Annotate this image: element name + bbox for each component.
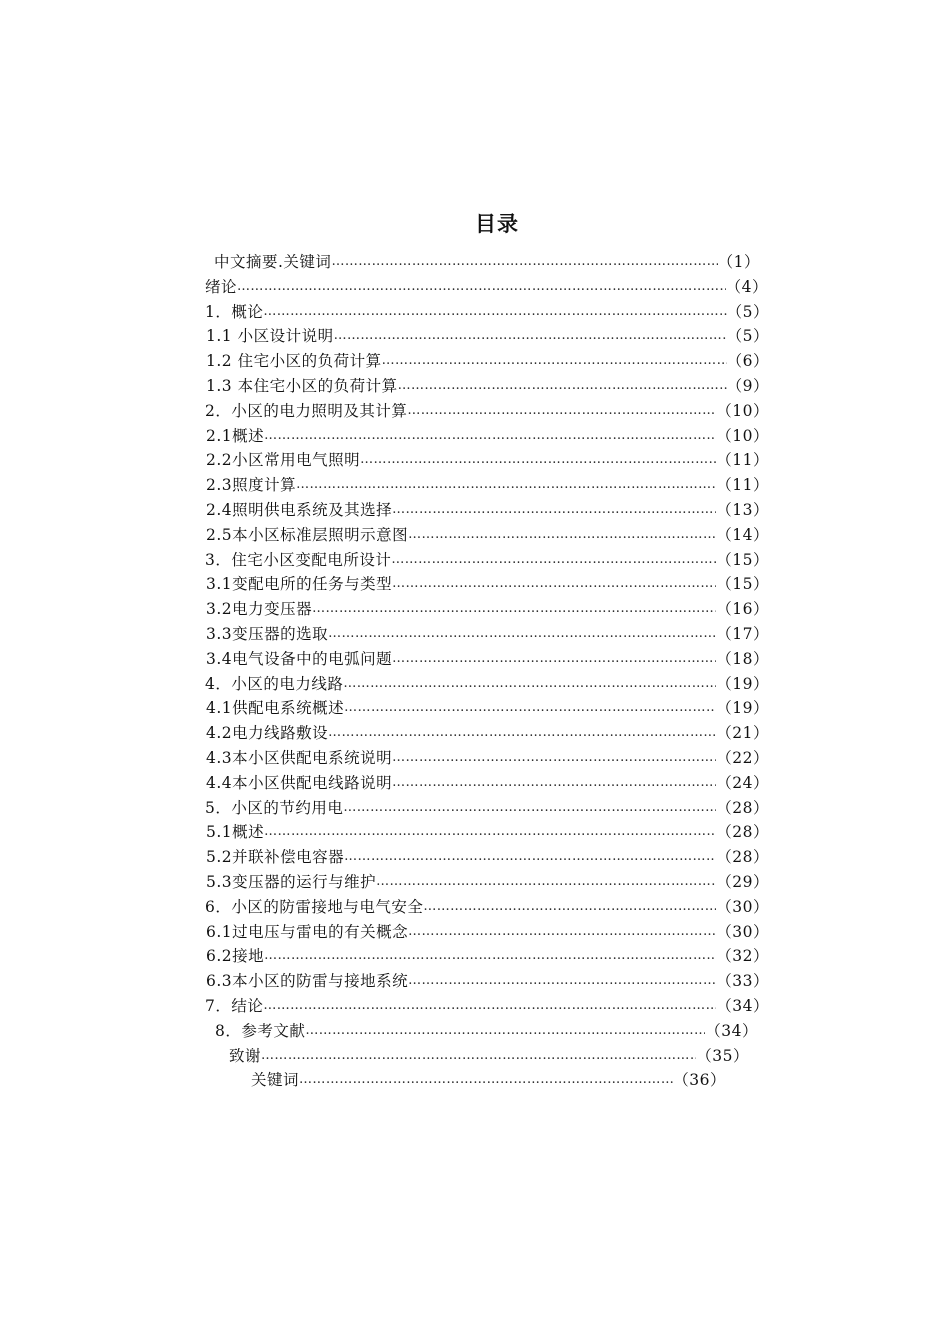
toc-entry-label: 3.3变压器的选取	[206, 625, 329, 643]
toc-leader-dots	[343, 796, 716, 820]
toc-entry-page: （28）	[716, 848, 769, 867]
toc-entry-page: （5）	[726, 327, 769, 346]
toc-entry[interactable]	[206, 572, 769, 596]
toc-entry[interactable]	[205, 796, 769, 820]
toc-entry-page: （11）	[716, 476, 769, 495]
toc-entry-label: 4.4本小区供配电线路说明	[206, 773, 393, 792]
toc-entry-label: 4.2电力线路敷设	[206, 724, 329, 743]
toc-entry-page: （33）	[716, 972, 769, 991]
toc-entry-page: （15）	[716, 575, 769, 594]
toc-entry[interactable]	[205, 994, 769, 1018]
toc-entry-label: 2.4照明供电系统及其选择	[206, 501, 393, 519]
toc-entry-label: 1.2 住宅小区的负荷计算	[206, 352, 382, 371]
toc-entry-label: 1.3 本住宅小区的负荷计算	[206, 377, 398, 395]
toc-entry-label: 5.2并联补偿电容器	[206, 848, 345, 867]
toc-leader-dots	[299, 1068, 673, 1092]
toc-entry-label: 6.3本小区的防雷与接地系统	[206, 972, 409, 991]
toc-entry-page: （6）	[726, 352, 769, 371]
toc-leader-dots	[305, 1019, 705, 1043]
toc-entry-page: （35）	[696, 1046, 749, 1065]
toc-entry[interactable]	[206, 597, 769, 621]
toc-entry-page: （11）	[716, 451, 769, 470]
toc-entry-page: （4）	[725, 277, 768, 296]
toc-entry-label: 1．概论	[205, 302, 264, 321]
toc-leader-dots	[263, 994, 716, 1018]
toc-entry-label: 3．住宅小区变配电所设计	[205, 550, 392, 569]
toc-entry-label: 4.3本小区供配电系统说明	[206, 749, 393, 767]
toc-entry-label: 绪论	[205, 277, 238, 296]
toc-entry[interactable]	[206, 374, 769, 398]
toc-leader-dots	[423, 895, 716, 919]
toc-entry-page: （1）	[717, 253, 760, 271]
toc-entry-page: （14）	[716, 525, 769, 544]
toc-entry[interactable]	[205, 275, 768, 299]
toc-entry-label: 6.2接地	[206, 947, 265, 966]
toc-leader-dots	[392, 572, 716, 596]
toc-entry-page: （9）	[726, 377, 769, 395]
toc-leader-dots	[408, 920, 716, 944]
toc-entry-label: 7．结论	[205, 997, 264, 1015]
toc-entry-label: 3.1变配电所的任务与类型	[206, 575, 393, 594]
toc-leader-dots	[344, 696, 716, 720]
toc-leader-dots	[392, 746, 716, 770]
toc-entry-label: 2.5本小区标准层照明示意图	[206, 525, 409, 544]
toc-leader-dots	[264, 944, 716, 968]
toc-title: 目录	[475, 212, 519, 236]
toc-entry-label: 2.3照度计算	[206, 476, 297, 495]
toc-entry-label: 8．参考文献	[215, 1021, 306, 1040]
toc-leader-dots	[343, 672, 716, 696]
toc-leader-dots	[237, 275, 726, 299]
toc-leader-dots	[328, 721, 716, 745]
toc-entry[interactable]	[205, 300, 769, 324]
toc-leader-dots	[334, 324, 727, 348]
toc-leader-dots	[312, 597, 716, 621]
toc-leader-dots	[344, 845, 716, 869]
toc-entry-page: （10）	[716, 426, 769, 445]
toc-entry-label: 5．小区的节约用电	[205, 798, 344, 817]
toc-entry-label: 中文摘要.关键词	[214, 253, 332, 271]
toc-entry-page: （18）	[716, 649, 769, 668]
toc-entry-page: （10）	[716, 401, 769, 420]
toc-leader-dots	[392, 498, 716, 522]
toc-entry-page: （22）	[716, 749, 769, 767]
toc-entry-page: （32）	[716, 947, 769, 966]
toc-entry-page: （16）	[716, 600, 769, 619]
toc-entry[interactable]	[206, 969, 769, 993]
toc-entry[interactable]	[214, 250, 760, 274]
toc-leader-dots	[263, 300, 726, 324]
toc-entry[interactable]	[206, 424, 769, 448]
toc-entry[interactable]	[205, 672, 769, 696]
toc-leader-dots	[296, 473, 716, 497]
toc-leader-dots	[392, 771, 716, 795]
toc-entry-page: （34）	[705, 1021, 758, 1040]
toc-entry[interactable]	[206, 696, 769, 720]
toc-leader-dots	[408, 969, 716, 993]
toc-leader-dots	[392, 647, 716, 671]
toc-entry[interactable]	[205, 895, 769, 919]
toc-entry-page: （30）	[716, 922, 769, 941]
toc-entry[interactable]	[206, 448, 769, 472]
toc-entry-page: （19）	[716, 674, 769, 693]
toc-entry-page: （19）	[716, 699, 769, 718]
toc-leader-dots	[382, 349, 727, 373]
toc-entry-label: 3.2电力变压器	[206, 600, 313, 619]
toc-leader-dots	[391, 548, 716, 572]
toc-leader-dots	[264, 820, 716, 844]
toc-entry-page: （28）	[716, 823, 769, 842]
toc-entry-label: 2.2小区常用电气照明	[206, 451, 361, 470]
toc-entry-page: （24）	[716, 773, 769, 792]
toc-entry[interactable]	[206, 820, 769, 844]
toc-entry[interactable]	[206, 944, 769, 968]
toc-entry-page: （34）	[716, 997, 769, 1015]
toc-entry[interactable]	[229, 1044, 749, 1068]
toc-entry-label: 2．小区的电力照明及其计算	[205, 401, 408, 420]
toc-leader-dots	[408, 523, 716, 547]
toc-entry[interactable]	[206, 920, 769, 944]
toc-entry[interactable]	[206, 324, 769, 348]
toc-entry[interactable]	[206, 523, 769, 547]
toc-entry-page: （36）	[673, 1071, 726, 1090]
toc-leader-dots	[328, 622, 716, 646]
toc-leader-dots	[407, 399, 716, 423]
toc-entry[interactable]	[206, 771, 769, 795]
toc-entry-label: 1.1 小区设计说明	[206, 327, 334, 346]
toc-entry-label: 关键词	[251, 1071, 300, 1090]
toc-entry[interactable]	[206, 721, 769, 745]
toc-entry-label: 4.1供配电系统概述	[206, 699, 345, 718]
toc-entry[interactable]	[206, 647, 769, 671]
toc-entry[interactable]	[206, 870, 769, 894]
toc-entry[interactable]	[206, 349, 769, 373]
toc-entry-page: （13）	[716, 501, 769, 519]
toc-entry-label: 5.1概述	[206, 823, 265, 842]
toc-entry[interactable]	[205, 399, 769, 423]
toc-entry-page: （30）	[716, 897, 769, 916]
toc-leader-dots	[261, 1044, 696, 1068]
toc-leader-dots	[360, 448, 716, 472]
toc-entry[interactable]	[206, 498, 769, 522]
toc-entry-page: （28）	[716, 798, 769, 817]
toc-entry-page: （21）	[716, 724, 769, 743]
toc-entry-page: （15）	[716, 550, 769, 569]
toc-entry-page: （29）	[716, 873, 769, 891]
toc-entry-page: （5）	[726, 302, 769, 321]
toc-entry[interactable]	[215, 1019, 758, 1043]
toc-entry-label: 2.1概述	[206, 426, 265, 445]
toc-entry[interactable]	[251, 1068, 726, 1092]
toc-entry-label: 6．小区的防雷接地与电气安全	[205, 897, 424, 916]
toc-entry-label: 4．小区的电力线路	[205, 674, 344, 693]
toc-leader-dots	[376, 870, 716, 894]
toc-entry[interactable]	[205, 548, 769, 572]
toc-entry-page: （17）	[716, 625, 769, 643]
toc-entry-label: 5.3变压器的运行与维护	[206, 873, 377, 891]
toc-entry-label: 6.1过电压与雷电的有关概念	[206, 922, 409, 941]
toc-entry-label: 3.4电气设备中的电弧问题	[206, 649, 393, 668]
toc-leader-dots	[398, 374, 727, 398]
toc-leader-dots	[264, 424, 716, 448]
toc-entry[interactable]	[206, 746, 769, 770]
toc-entry-label: 致谢	[229, 1046, 262, 1065]
toc-entry[interactable]	[206, 622, 769, 646]
toc-entry[interactable]	[206, 845, 769, 869]
toc-entry[interactable]	[206, 473, 769, 497]
toc-leader-dots	[331, 250, 717, 274]
